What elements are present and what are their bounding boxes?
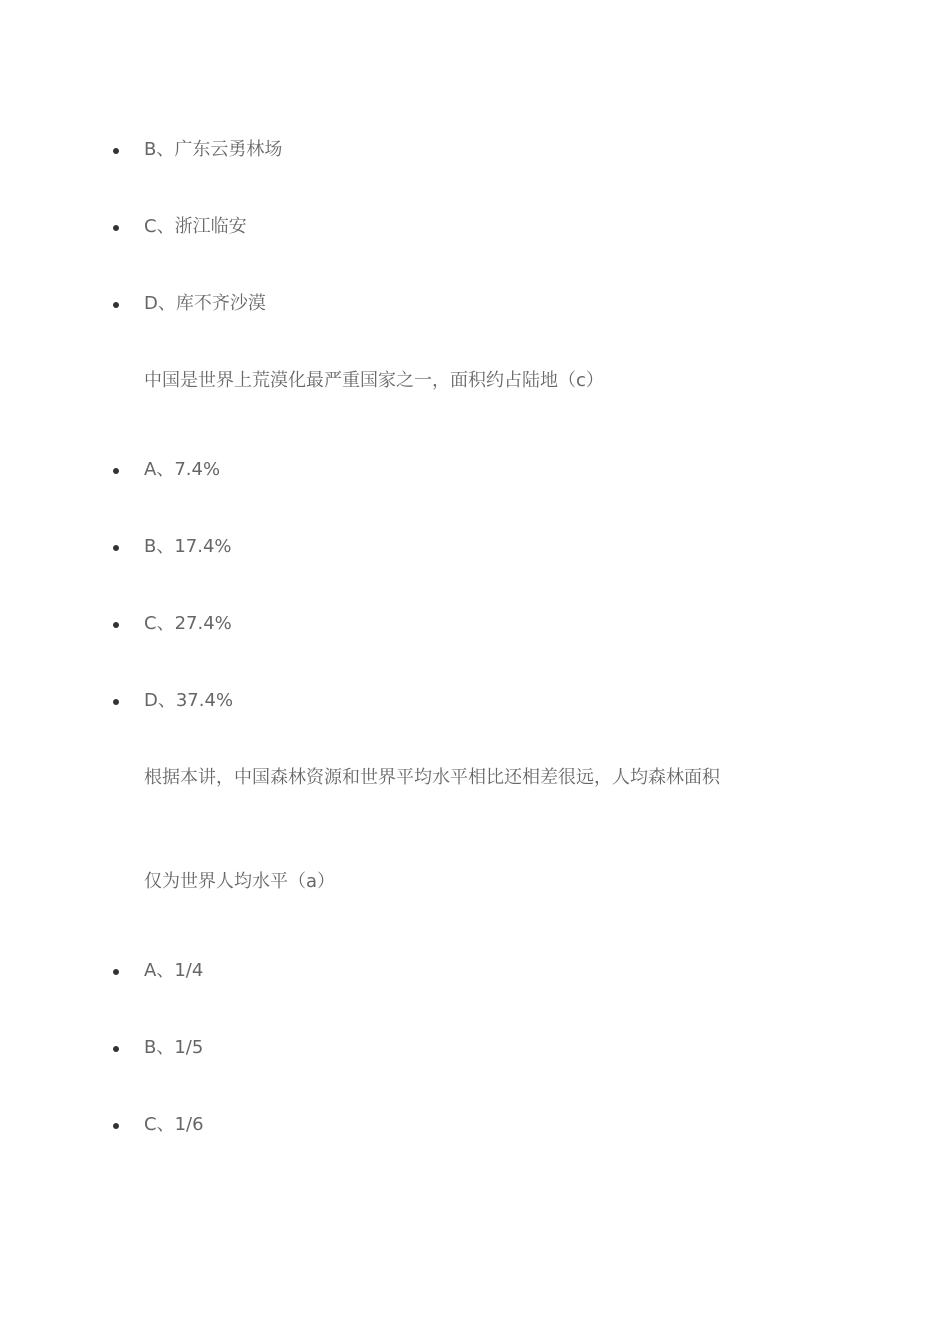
option-text: A、7.4% [144,459,221,480]
option-text: A、1/4 [144,960,204,981]
bullet-icon [113,468,119,474]
option-text: C、27.4% [144,613,232,634]
bullet-icon [113,545,119,551]
option-text: B、广东云勇林场 [144,139,283,160]
bullet-icon [113,225,119,231]
bullet-icon [113,302,119,308]
option-text: D、库不齐沙漠 [144,293,266,314]
bullet-icon [113,969,119,975]
option-text: B、1/5 [144,1037,204,1058]
bullet-icon [113,1123,119,1129]
option-text: D、37.4% [144,690,234,711]
bullet-icon [113,1046,119,1052]
question-text: 中国是世界上荒漠化最严重国家之一，面积约占陆地（c） [144,370,604,391]
question-text: 根据本讲，中国森林资源和世界平均水平相比还相差很远，人均森林面积 [144,767,720,788]
question-text: 仅为世界人均水平（a） [144,871,336,892]
bullet-icon [113,699,119,705]
bullet-icon [113,622,119,628]
option-text: C、1/6 [144,1114,204,1135]
option-text: B、17.4% [144,536,232,557]
bullet-icon [113,148,119,154]
option-text: C、浙江临安 [144,216,247,237]
